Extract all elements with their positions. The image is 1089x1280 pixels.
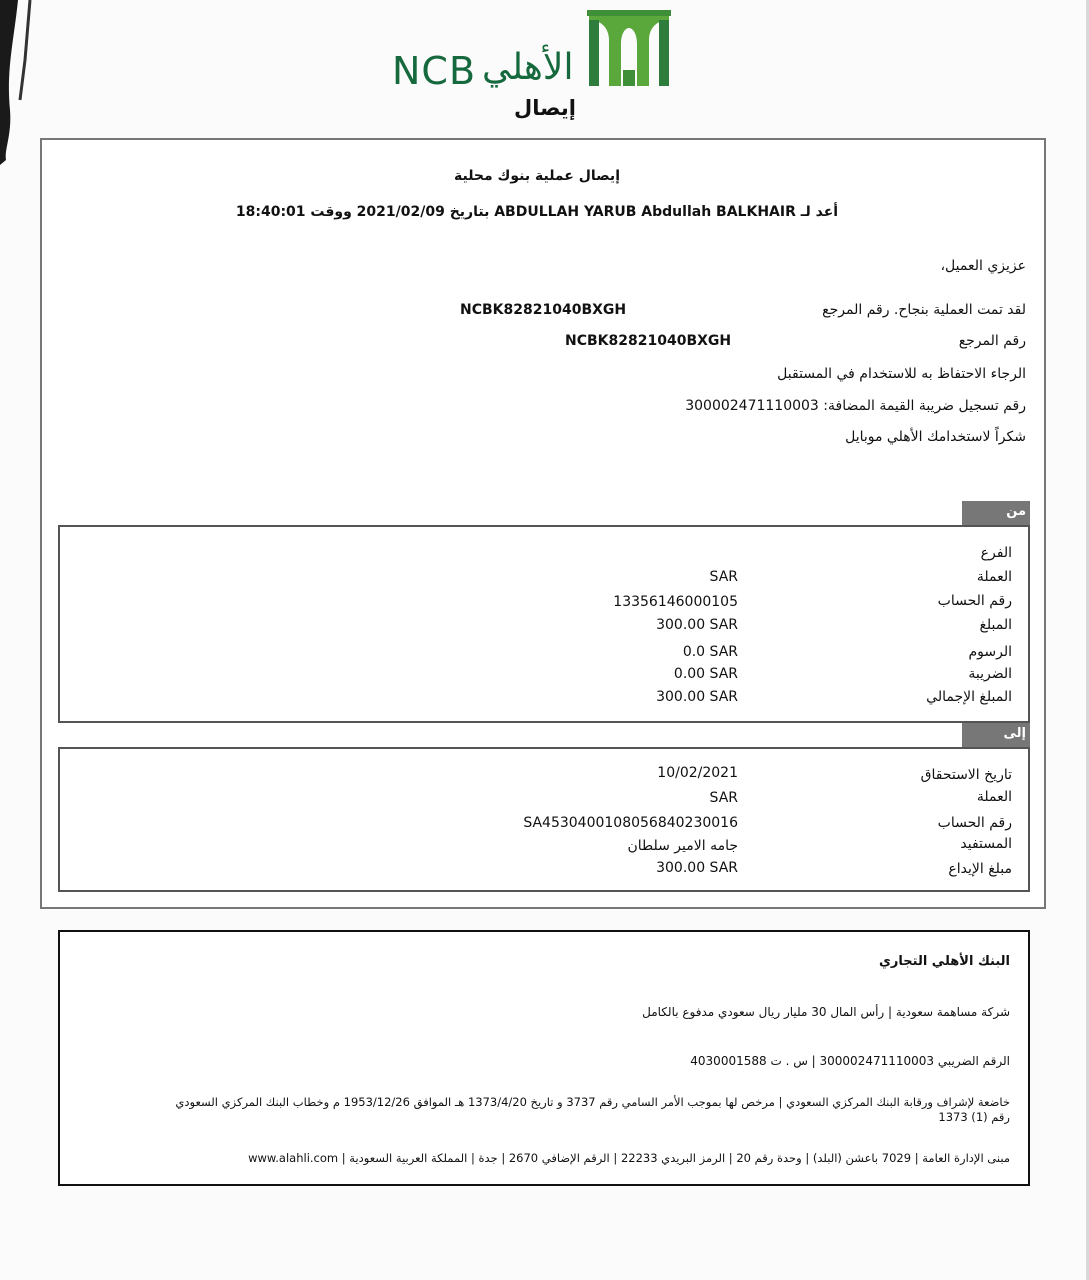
from-currency-label: العملة: [976, 569, 1012, 585]
due-date-value: 10/02/2021: [657, 765, 738, 781]
total-value: 300.00 SAR: [656, 689, 738, 705]
fees-label: الرسوم: [968, 644, 1012, 660]
to-panel: [58, 747, 1030, 892]
to-currency-label: العملة: [976, 789, 1012, 805]
from-panel: [58, 525, 1030, 723]
bank-name: البنك الأهلي التجاري: [878, 954, 1010, 969]
license-line-continued: رقم (1) 1373: [938, 1110, 1010, 1124]
to-account-value: SA4530400108056840230016: [523, 815, 738, 831]
prepared-for-line: أعد لـ ABDULLAH YARUB Abdullah BALKHAIR بتاريخ 2021/02/09 ووقت 18:40:01: [235, 204, 839, 220]
from-section-tab: من: [962, 501, 1030, 525]
branch-label: الفرع: [980, 545, 1012, 561]
amount-value: 300.00 SAR: [656, 617, 738, 633]
from-account-value: 13356146000105: [613, 594, 738, 610]
success-message: لقد تمت العملية بنجاح. رقم المرجع: [822, 302, 1026, 318]
scan-artifact: [0, 0, 40, 170]
from-account-label: رقم الحساب: [937, 593, 1012, 609]
ncb-logo: [392, 10, 677, 93]
to-account-label: رقم الحساب: [937, 815, 1012, 831]
reference-value: NCBK82821040BXGH: [565, 333, 732, 349]
deposit-amount-value: 300.00 SAR: [656, 860, 738, 876]
keep-note: الرجاء الاحتفاظ به للاستخدام في المستقبل: [777, 366, 1026, 382]
from-currency-value: SAR: [709, 569, 738, 585]
tax-registration-line: الرقم الضريبي 300002471110003 | س . ت 4030001588: [690, 1054, 1010, 1068]
logo-latin-text: NCB: [392, 49, 477, 93]
greeting: عزيزي العميل،: [940, 258, 1026, 274]
thanks-message: شكراً لاستخدامك الأهلي موبايل: [845, 429, 1026, 445]
total-label: المبلغ الإجمالي: [926, 689, 1012, 705]
amount-label: المبلغ: [979, 617, 1012, 633]
bank-footer: [58, 930, 1030, 1186]
logo-arabic-text: الأهلي: [482, 47, 574, 88]
license-line: خاضعة لإشراف ورقابة البنك المركزي السعودي | مرخص لها بموجب الأمر السامي رقم 3737 و تاريخ 1373/4/20 هـ الموافق 1953/12/26 م وخطاب البنك المركزي السعودي: [175, 1095, 1010, 1109]
beneficiary-label: المستفيد: [960, 836, 1012, 852]
ncb-emblem-icon: [587, 10, 671, 86]
to-currency-value: SAR: [709, 790, 738, 806]
tax-label: الضريبة: [968, 666, 1012, 682]
due-date-label: تاريخ الاستحقاق: [920, 767, 1012, 783]
address-line: مبنى الإدارة العامة | 7029 باعشن (البلد) | وحدة رقم 20 | الرمز البريدي 22233 | الرقم الإضافي 2670 | جدة | المملكة العربية السعودية | www.alahli.com: [248, 1151, 1010, 1165]
receipt-box: [40, 138, 1046, 909]
deposit-amount-label: مبلغ الإيداع: [948, 861, 1012, 877]
tax-value: 0.00 SAR: [673, 666, 738, 682]
fees-value: 0.0 SAR: [682, 644, 738, 660]
beneficiary-value: جامه الامير سلطان: [627, 838, 738, 854]
company-line: شركة مساهمة سعودية | رأس المال 30 مليار ريال سعودي مدفوع بالكامل: [642, 1005, 1010, 1019]
receipt-heading: إيصال عملية بنوك محلية: [453, 168, 620, 184]
reference-label: رقم المرجع: [958, 333, 1026, 349]
page-title: إيصال: [514, 96, 576, 120]
to-section-tab: إلى: [962, 723, 1030, 747]
vat-number-line: رقم تسجيل ضريبة القيمة المضافة: 300002471110003: [685, 398, 1026, 414]
success-reference: NCBK82821040BXGH: [460, 302, 627, 318]
